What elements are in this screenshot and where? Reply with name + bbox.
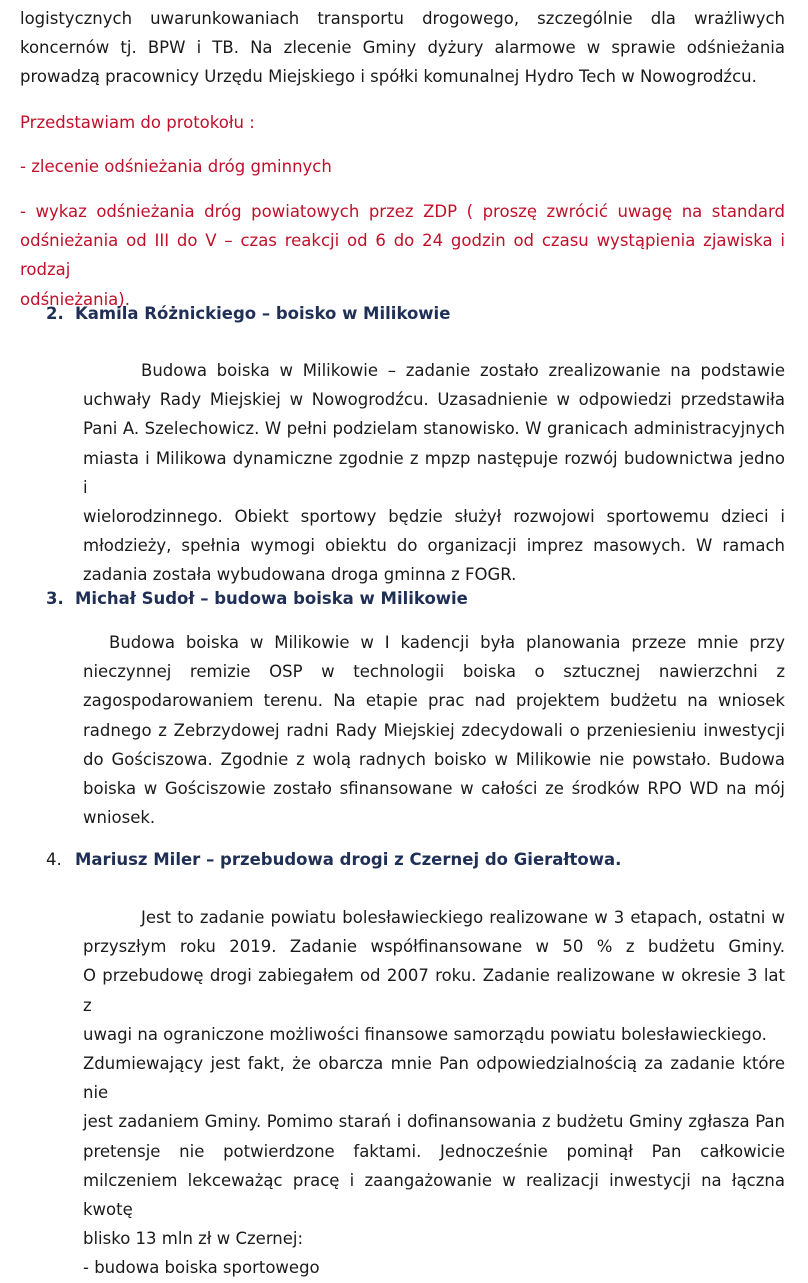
section-number: 4. <box>46 850 62 869</box>
text-line: zagospodarowaniem terenu. Na etapie prac nad projektem budżetu na wniosek <box>83 691 785 711</box>
text-line: - zlecenie odśnieżania dróg gminnych <box>20 157 332 176</box>
text-line: prowadzą pracownicy Urzędu Miejskiego i spółki komunalnej Hydro Tech w Nowogrodźcu. <box>20 67 757 87</box>
intro-paragraph <box>20 4 785 92</box>
protocol-item <box>20 197 785 314</box>
text-line: zadania została wybudowana droga gminna z FOGR. <box>83 565 517 585</box>
text-line: uwagi na ograniczone możliwości finansowe samorządu powiatu bolesławieckiego. <box>83 1024 767 1044</box>
protocol-item <box>20 152 785 181</box>
text-line: Budowa boiska w Milikowie w I kadencji była planowania przeze mnie przy <box>109 633 785 652</box>
text-line: jest zadaniem Gminy. Pomimo starań i dofinansowania z budżetu Gminy zgłasza Pan <box>83 1112 785 1132</box>
text-line: odśnieżania od III do V – czas reakcji od 6 do 24 godzin od czasu wystąpienia zjawiska i rodzaj <box>20 231 785 280</box>
text-line: przyszłym roku 2019. Zadanie współfinansowane w 50 % z budżetu Gminy. <box>83 937 785 957</box>
text-line: - wykaz odśnieżania dróg powiatowych przez ZDP ( proszę zwrócić uwagę na standard <box>20 202 785 221</box>
text-line: młodzieży, spełnia wymogi obiektu do organizacji imprez masowych. W ramach <box>83 536 785 556</box>
text-line: Jest to zadanie powiatu bolesławieckiego realizowane w 3 etapach, ostatni w <box>141 908 785 927</box>
text-line: radnego z Zebrzydowej radni Rady Miejskiej zdecydowali o przeniesieniu inwestycji <box>83 720 785 740</box>
text-line: koncernów tj. BPW i TB. Na zlecenie Gminy dyżury alarmowe w sprawie odśnieżania <box>20 38 785 58</box>
text-line: nieczynnej remizie OSP w technologii boiska o sztucznej nawierzchni z <box>83 662 785 682</box>
text-line: Pani A. Szelechowicz. W pełni podzielam stanowisko. W granicach administracyjnych <box>83 419 785 439</box>
section-body <box>83 903 785 1283</box>
section-title: Michał Sudoł – budowa boiska w Milikowie <box>75 589 468 608</box>
text-line: blisko 13 mln zł w Czernej: <box>83 1229 304 1249</box>
section-heading <box>46 845 621 874</box>
section-body <box>83 628 785 832</box>
list-item: - budowa boiska sportowego <box>83 1258 320 1278</box>
text-line: wniosek. <box>83 808 156 828</box>
text-line: milczeniem lekceważąc pracę i zaangażowanie w realizacji inwestycji na łączna kwotę <box>83 1170 785 1220</box>
text-line: O przebudowę drogi zabiegałem od 2007 roku. Zadanie realizowane w okresie 3 lat z <box>83 966 785 1015</box>
section-number: 2. <box>46 304 64 323</box>
text-line: boiska w Gościszowie zostało sfinansowane w całości ze środków RPO WD na mój <box>83 779 785 799</box>
section-title: Mariusz Miler – przebudowa drogi z Czernej do Gierałtowa. <box>75 850 622 869</box>
text-line: do Gościszowa. Zgodnie z wolą radnych boisko w Milikowie nie powstało. Budowa <box>83 749 785 769</box>
section-heading <box>46 584 468 613</box>
text-line: Przedstawiam do protokołu : <box>20 113 255 132</box>
text-line: pretensje nie potwierdzone faktami. Jednocześnie pominął Pan całkowicie <box>83 1141 785 1161</box>
text-line: miasta i Milikowa dynamiczne zgodnie z mpzp następuje rozwój budownictwa jedno i <box>83 448 785 497</box>
section-number: 3. <box>46 589 64 608</box>
section-title: Kamila Różnickiego – boisko w Milikowie <box>75 304 451 323</box>
text-line: logistycznych uwarunkowaniach transportu drogowego, szczególnie dla wrażliwych <box>20 9 785 28</box>
section-heading <box>46 299 450 328</box>
text-line: wielorodzinnego. Obiekt sportowy będzie służył rozwojowi sportowemu dzieci i <box>83 507 785 527</box>
section-body <box>83 356 785 590</box>
text-line: Zdumiewający jest fakt, że obarcza mnie Pan odpowiedzialnością za zadanie które nie <box>83 1054 785 1103</box>
text-line: Budowa boiska w Milikowie – zadanie zostało zrealizowanie na podstawie <box>141 361 785 380</box>
text-line: odśnieżania). <box>20 289 130 309</box>
text-line: uchwały Rady Miejskiej w Nowogrodźcu. Uzasadnienie w odpowiedzi przedstawiła <box>83 390 785 410</box>
protocol-note <box>20 108 785 137</box>
